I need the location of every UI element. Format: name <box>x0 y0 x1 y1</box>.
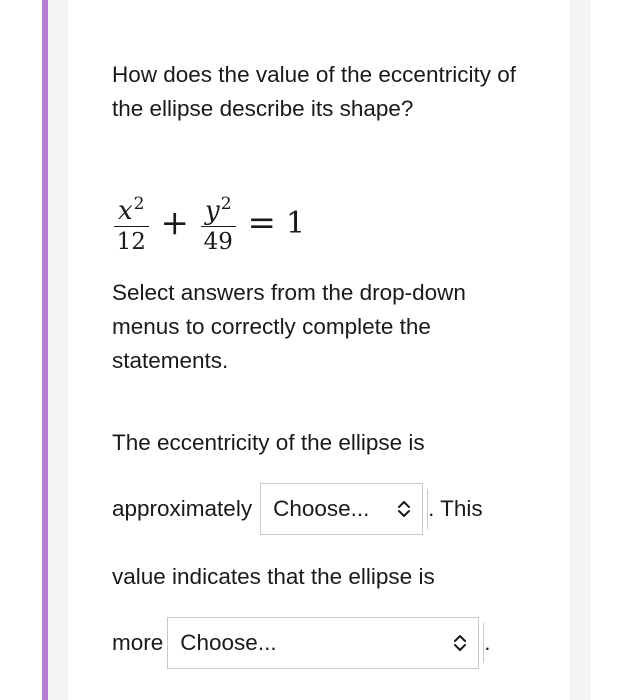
fraction-x <box>114 190 149 257</box>
equation-rhs: 1 <box>286 205 306 241</box>
statement-text: value indicates that the ellipse is <box>112 564 435 589</box>
statement-text: . <box>484 630 491 655</box>
chevron-up-down-icon <box>452 632 468 654</box>
equals-sign: = <box>247 203 277 243</box>
statement-text: approximately <box>112 496 253 521</box>
instructions-text: Select answers from the drop-down menus to correctly complete the statements. <box>112 280 466 373</box>
ellipse-equation <box>112 188 305 258</box>
chevron-up-down-icon <box>396 498 412 520</box>
question-text: How does the value of the eccentricity of the ellipse describe its shape? <box>112 62 516 121</box>
numerator-exponent: 2 <box>133 193 145 214</box>
dropdown-value: Choose... <box>180 630 277 655</box>
statement-text: . This <box>428 496 483 521</box>
denominator: 12 <box>116 228 146 255</box>
statement-text: more <box>112 630 164 655</box>
statement-text: The eccentricity of the ellipse is <box>112 430 425 455</box>
plus-sign: + <box>160 203 189 243</box>
fraction-y <box>201 190 236 257</box>
numerator-var: x <box>118 195 133 226</box>
denominator: 49 <box>203 228 233 255</box>
right-gutter <box>570 0 591 700</box>
statement-line-4 <box>112 617 491 669</box>
shape-dropdown[interactable] <box>167 617 479 669</box>
eccentricity-dropdown[interactable] <box>260 483 423 535</box>
statement-line-2 <box>112 483 483 535</box>
left-gutter <box>48 0 68 700</box>
dropdown-value: Choose... <box>273 496 370 521</box>
statement-line-1 <box>112 426 425 460</box>
statement-line-3 <box>112 560 435 594</box>
numerator-var: y <box>205 195 220 226</box>
numerator-exponent: 2 <box>220 193 232 214</box>
